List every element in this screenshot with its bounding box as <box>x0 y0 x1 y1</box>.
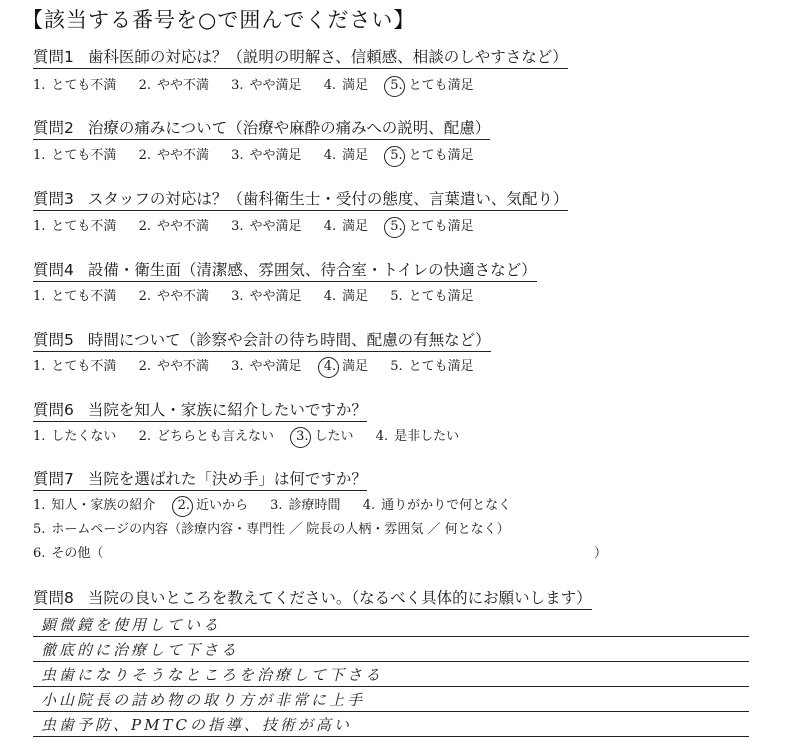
question-number: 質問8 <box>33 589 74 607</box>
answer-line <box>33 637 749 662</box>
answer-line <box>33 662 749 687</box>
option-6[interactable]: 6. その他（ <box>33 546 104 561</box>
options-q7-line3 <box>33 545 121 562</box>
handwritten-answer: 徹底的に治療して下さる <box>41 641 240 659</box>
question-1 <box>33 48 568 69</box>
option-3[interactable]: 3. やや満足 <box>231 359 302 374</box>
option-3[interactable]: 3. やや満足 <box>231 289 302 304</box>
question-number: 質問6 <box>33 401 74 419</box>
options-q3 <box>33 218 492 235</box>
question-5 <box>33 331 491 352</box>
page-title: 【該当する番号を○で囲んでください】 <box>22 8 416 32</box>
option-4-circled[interactable]: 4. 満足 <box>323 359 369 374</box>
question-number: 質問1 <box>33 48 74 66</box>
question-3 <box>33 190 568 211</box>
handwritten-answer: 虫歯予防、PMTCの指導、技術が高い <box>41 716 352 734</box>
options-q5 <box>33 358 492 375</box>
question-text: 当院の良いところを教えてください。（なるべく具体的にお願いします） <box>87 589 592 607</box>
option-4[interactable]: 4. 満足 <box>323 289 369 304</box>
option-1[interactable]: 1. とても不満 <box>33 148 117 163</box>
question-text: スタッフの対応は？（歯科衛生士・受付の態度、言葉遣い、気配り） <box>87 190 569 208</box>
options-q1 <box>33 77 492 94</box>
option-3-circled[interactable]: 3. したい <box>296 429 354 444</box>
option-2-circled[interactable]: 2. 近いから <box>177 498 248 513</box>
question-text: 歯科医師の対応は？（説明の明解さ、信頼感、相談のしやすさなど） <box>87 48 568 66</box>
question-2 <box>33 119 490 140</box>
option-2[interactable]: 2. やや不満 <box>138 359 209 374</box>
handwritten-answer: 小山院長の詰め物の取り方が非常に上手 <box>41 691 366 709</box>
answer-line <box>33 712 749 737</box>
option-1[interactable]: 1. 知人・家族の紹介 <box>33 498 156 513</box>
option-4[interactable]: 4. 是非したい <box>375 429 460 444</box>
option-2[interactable]: 2. どちらとも言えない <box>138 429 274 444</box>
question-8 <box>33 589 592 610</box>
free-answer-area[interactable] <box>33 612 749 737</box>
option-1[interactable]: 1. とても不満 <box>33 219 117 234</box>
question-number: 質問7 <box>33 470 74 488</box>
option-1[interactable]: 1. とても不満 <box>33 289 117 304</box>
question-text: 時間について（診察や会計の待ち時間、配慮の有無など） <box>87 331 491 349</box>
question-text: 当院を知人・家族に紹介したいですか？ <box>87 401 367 419</box>
option-5[interactable]: 5. ホームページの内容（診療内容・専門性 ／ 院長の人柄・雰囲気 ／ 何となく） <box>33 522 510 537</box>
option-3[interactable]: 3. やや満足 <box>231 148 302 163</box>
options-q6 <box>33 428 477 445</box>
other-close-paren: ） <box>594 546 608 561</box>
option-4[interactable]: 4. 満足 <box>323 78 369 93</box>
question-text: 設備・衛生面（清潔感、雰囲気、待合室・トイレの快適さなど） <box>87 261 537 279</box>
option-4[interactable]: 4. 満足 <box>323 148 369 163</box>
options-q7-line1 <box>33 497 529 514</box>
answer-line <box>33 612 749 637</box>
option-4[interactable]: 4. 通りがかりで何となく <box>362 498 512 513</box>
option-2[interactable]: 2. やや不満 <box>138 219 209 234</box>
option-5-circled[interactable]: 5. とても満足 <box>390 148 474 163</box>
option-3[interactable]: 3. やや満足 <box>231 78 302 93</box>
option-5[interactable]: 5. とても満足 <box>390 289 474 304</box>
option-1[interactable]: 1. したくない <box>33 429 117 444</box>
answer-line <box>33 687 749 712</box>
options-q2 <box>33 147 492 164</box>
question-number: 質問5 <box>33 331 74 349</box>
option-2[interactable]: 2. やや不満 <box>138 148 209 163</box>
option-1[interactable]: 1. とても不満 <box>33 78 117 93</box>
question-number: 質問3 <box>33 190 74 208</box>
option-2[interactable]: 2. やや不満 <box>138 78 209 93</box>
options-q4 <box>33 288 492 305</box>
question-6 <box>33 401 367 422</box>
handwritten-answer: 顕微鏡を使用している <box>41 616 222 634</box>
option-5-circled[interactable]: 5. とても満足 <box>390 78 474 93</box>
options-q7-line2 <box>33 521 528 538</box>
question-7 <box>33 470 367 491</box>
option-4[interactable]: 4. 満足 <box>323 219 369 234</box>
option-5-circled[interactable]: 5. とても満足 <box>390 219 474 234</box>
option-3[interactable]: 3. 診療時間 <box>270 498 341 513</box>
question-number: 質問2 <box>33 119 74 137</box>
option-1[interactable]: 1. とても不満 <box>33 359 117 374</box>
question-number: 質問4 <box>33 261 74 279</box>
question-text: 治療の痛みについて（治療や麻酔の痛みへの説明、配慮） <box>87 119 491 137</box>
question-text: 当院を選ばれた「決め手」は何ですか？ <box>87 470 367 488</box>
option-5[interactable]: 5. とても満足 <box>390 359 474 374</box>
option-3[interactable]: 3. やや満足 <box>231 219 302 234</box>
option-2[interactable]: 2. やや不満 <box>138 289 209 304</box>
handwritten-answer: 虫歯になりそうなところを治療して下さる <box>41 666 384 684</box>
question-4 <box>33 261 537 282</box>
